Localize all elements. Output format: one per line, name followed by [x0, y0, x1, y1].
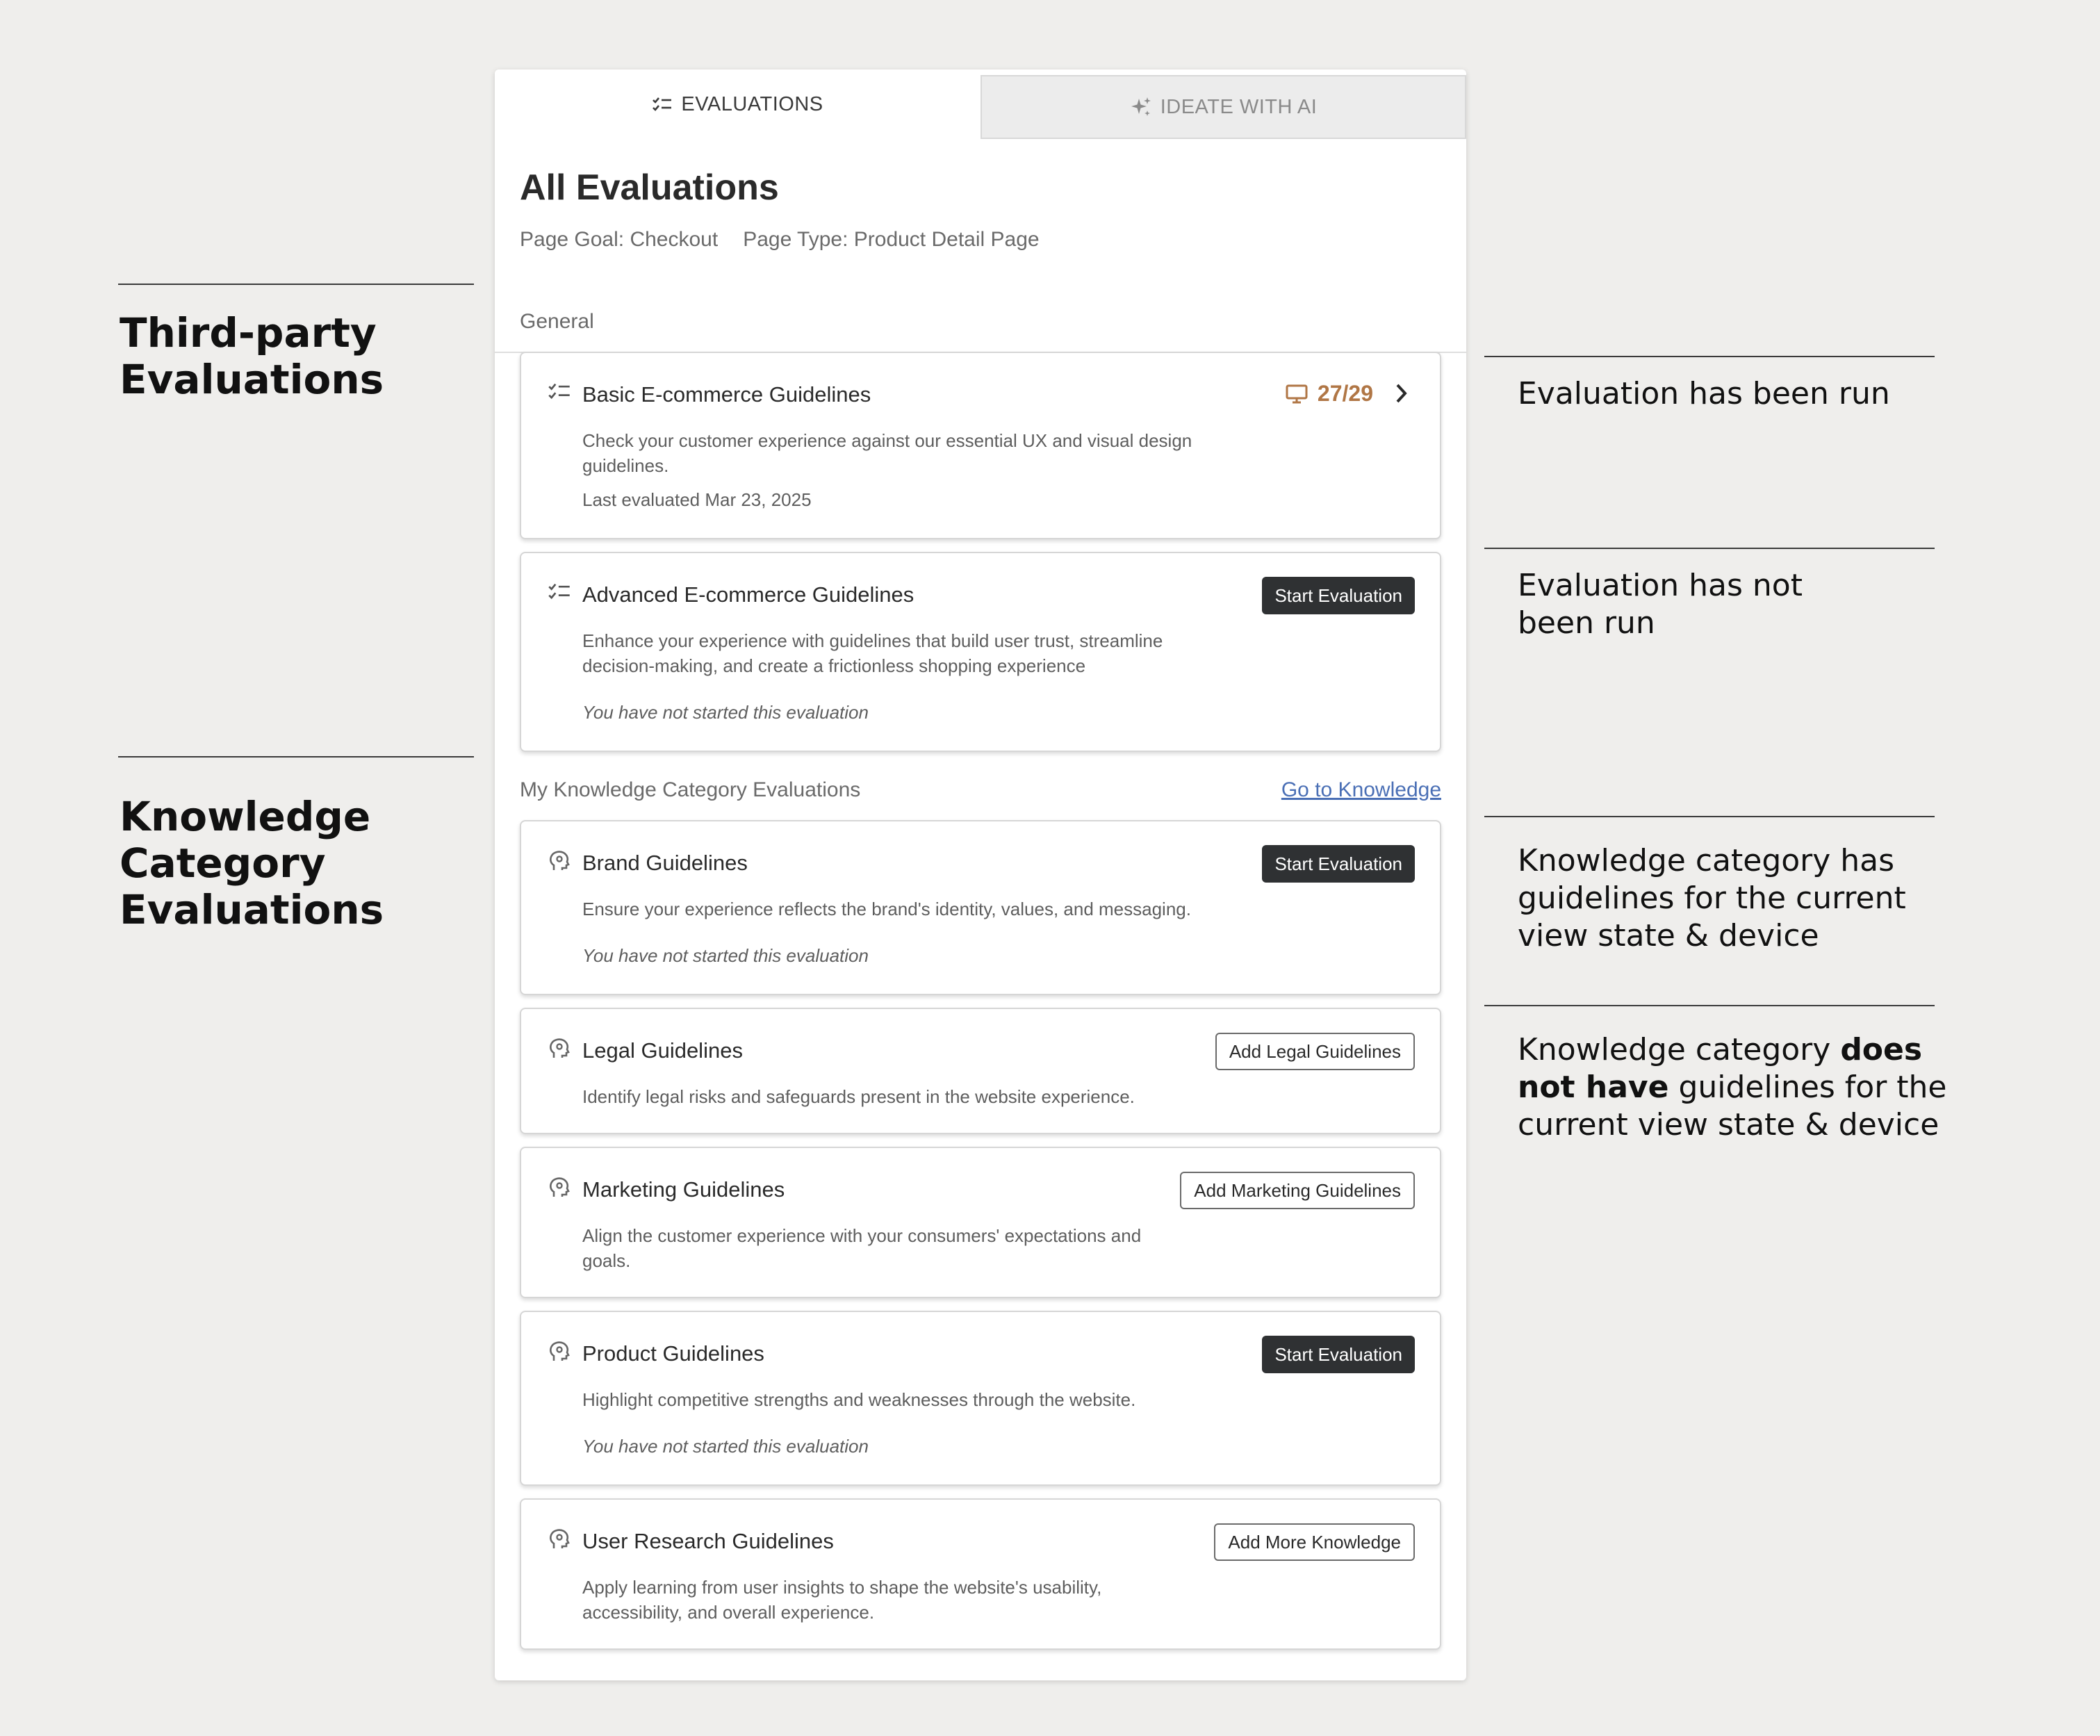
section-label-knowledge: My Knowledge Category Evaluations [520, 778, 861, 801]
card-product-guidelines [520, 1311, 1441, 1486]
knowledge-head-icon [548, 1340, 571, 1364]
page-title: All Evaluations [520, 167, 779, 208]
knowledge-heading: Knowledge Category Evaluations [120, 793, 384, 933]
card-advanced-ecommerce [520, 552, 1441, 752]
checklist-icon [548, 581, 571, 605]
card-footer: You have not started this evaluation [582, 1436, 869, 1457]
start-evaluation-button[interactable]: Start Evaluation [1262, 845, 1415, 883]
monitor-icon [1286, 384, 1308, 404]
sparkle-icon [1130, 96, 1152, 118]
card-description: Align the customer experience with your consumers' expectations and goals. [582, 1225, 1142, 1271]
tab-ideate-with-ai[interactable] [981, 75, 1466, 139]
card-brand-guidelines [520, 820, 1441, 995]
knowledge-head-icon [548, 849, 571, 873]
card-footer: Last evaluated Mar 23, 2025 [582, 489, 812, 510]
add-legal-guidelines-button[interactable]: Add Legal Guidelines [1215, 1033, 1415, 1070]
page-meta [520, 228, 1040, 252]
note-has-guidelines: Knowledge category has guidelines for the current view state & device [1518, 843, 1906, 953]
third-party-heading: Third-party Evaluations [120, 309, 384, 403]
card-title: Legal Guidelines [582, 1038, 743, 1063]
card-title: User Research Guidelines [582, 1529, 834, 1553]
card-footer: You have not started this evaluation [582, 702, 869, 723]
add-more-knowledge-button[interactable]: Add More Knowledge [1214, 1523, 1415, 1561]
knowledge-head-icon [548, 1528, 571, 1551]
divider-note-not-run [1484, 548, 1935, 549]
start-evaluation-button[interactable]: Start Evaluation [1262, 577, 1415, 614]
go-to-knowledge-link[interactable]: Go to Knowledge [1281, 778, 1441, 801]
note-evaluation-run: Evaluation has been run [1518, 376, 1890, 411]
card-title: Product Guidelines [582, 1341, 764, 1366]
card-basic-ecommerce[interactable] [520, 352, 1441, 539]
card-description: Enhance your experience with guidelines that build user trust, streamline decision-making, and create a frictionless shopping experience [582, 630, 1163, 676]
score-badge[interactable] [1286, 381, 1373, 407]
start-evaluation-button[interactable]: Start Evaluation [1262, 1336, 1415, 1373]
note-no-guidelines: Knowledge category does not have guidelines for the current view state & device [1518, 1032, 1947, 1143]
checklist-icon [652, 96, 673, 113]
divider-third-party [118, 284, 474, 285]
knowledge-head-icon [548, 1037, 571, 1061]
tab-evaluations[interactable] [495, 69, 981, 139]
card-description: Highlight competitive strengths and weaknesses through the website. [582, 1389, 1136, 1410]
card-user-research-guidelines [520, 1498, 1441, 1650]
card-title: Brand Guidelines [582, 851, 748, 875]
divider-note-no-guidelines [1484, 1005, 1935, 1006]
card-description: Ensure your experience reflects the brand's identity, values, and messaging. [582, 899, 1191, 919]
chevron-right-icon[interactable] [1394, 382, 1409, 408]
tab-ideate-label: IDEATE WITH AI [1160, 95, 1318, 118]
score-value: 27/29 [1317, 381, 1373, 406]
tab-bar [495, 69, 1466, 139]
add-marketing-guidelines-button[interactable]: Add Marketing Guidelines [1180, 1172, 1415, 1209]
tab-evaluations-label: EVALUATIONS [681, 92, 823, 115]
card-description: Identify legal risks and safeguards present in the website experience. [582, 1086, 1135, 1107]
page-goal: Page Goal: Checkout [520, 228, 719, 251]
card-legal-guidelines [520, 1008, 1441, 1134]
card-title: Basic E-commerce Guidelines [582, 382, 871, 407]
divider-note-has-guidelines [1484, 816, 1935, 817]
page-type: Page Type: Product Detail Page [743, 228, 1040, 251]
card-footer: You have not started this evaluation [582, 945, 869, 966]
knowledge-head-icon [548, 1176, 571, 1199]
card-description: Apply learning from user insights to shape the website's usability, accessibility, and overall experience. [582, 1577, 1102, 1623]
card-marketing-guidelines [520, 1147, 1441, 1298]
divider-knowledge [118, 756, 474, 758]
card-title: Advanced E-commerce Guidelines [582, 582, 914, 607]
divider-note-run [1484, 356, 1935, 357]
section-label-general: General [520, 310, 594, 333]
checklist-icon [548, 381, 571, 404]
evaluations-panel [495, 69, 1466, 1680]
card-title: Marketing Guidelines [582, 1177, 785, 1202]
card-description: Check your customer experience against our essential UX and visual design guidelines. [582, 430, 1192, 476]
note-evaluation-not-run: Evaluation has not been run [1518, 568, 1803, 641]
